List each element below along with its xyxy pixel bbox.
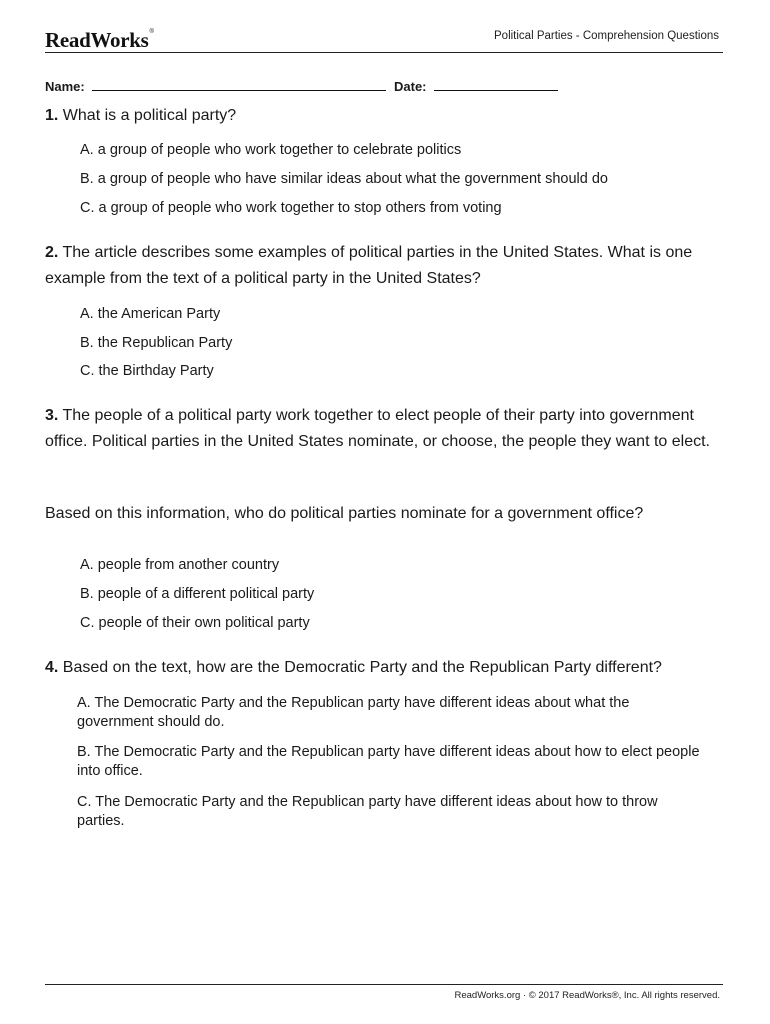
logo-registered-mark: ® [149,29,154,35]
name-date-row [45,79,558,94]
question-number: 2. [45,244,59,261]
name-field[interactable] [92,79,386,91]
q4-option-c[interactable]: C. The Democratic Party and the Republican party have different ideas about how to throw parties. [77,794,658,829]
question-text: The article describes some examples of political parties in the United States. What is one example from the text of a political party in the United States? [45,244,693,287]
question-number: 3. [45,407,59,424]
page-header [45,26,723,53]
q2-option-b[interactable]: B. the Republican Party [80,335,233,351]
q3-option-b[interactable]: B. people of a different political party [80,586,315,602]
question-3 [45,403,725,455]
question-2 [45,240,725,292]
q2-option-c[interactable]: C. the Birthday Party [80,363,214,379]
readworks-logo [45,28,154,53]
q4-option-b[interactable]: B. The Democratic Party and the Republican party have different ideas about how to elect people into office. [77,744,700,779]
q3-option-a[interactable]: A. people from another country [80,557,280,573]
name-label: Name: [45,79,85,94]
question-number: 1. [45,107,59,124]
q1-option-a[interactable]: A. a group of people who work together to celebrate politics [80,142,462,158]
q4-option-a[interactable]: A. The Democratic Party and the Republican party have different ideas about what the government should do. [77,695,630,730]
q1-option-b[interactable]: B. a group of people who have similar ideas about what the government should do [80,171,608,187]
question-1 [45,103,725,129]
question-3-followup: Based on this information, who do political parties nominate for a government office? [45,505,644,522]
question-text: The people of a political party work together to elect people of their party into government office. Political parties in the United States nominate, or choose, the people they want to elect. [45,407,710,450]
copyright-footer: ReadWorks.org · © 2017 ReadWorks®, Inc. All rights reserved. [454,990,720,1001]
question-text: Based on the text, how are the Democratic Party and the Republican Party different? [58,659,662,676]
question-text: What is a political party? [58,107,237,124]
q1-option-c[interactable]: C. a group of people who work together to stop others from voting [80,200,502,216]
worksheet-title: Political Parties - Comprehension Questions [494,30,719,42]
logo-text: ReadWorks [45,28,149,52]
date-field[interactable] [434,79,558,91]
date-label: Date: [394,79,427,94]
question-number: 4. [45,659,59,676]
q2-option-a[interactable]: A. the American Party [80,306,221,322]
question-4 [45,655,725,681]
footer-divider [45,984,723,985]
q3-option-c[interactable]: C. people of their own political party [80,615,310,631]
